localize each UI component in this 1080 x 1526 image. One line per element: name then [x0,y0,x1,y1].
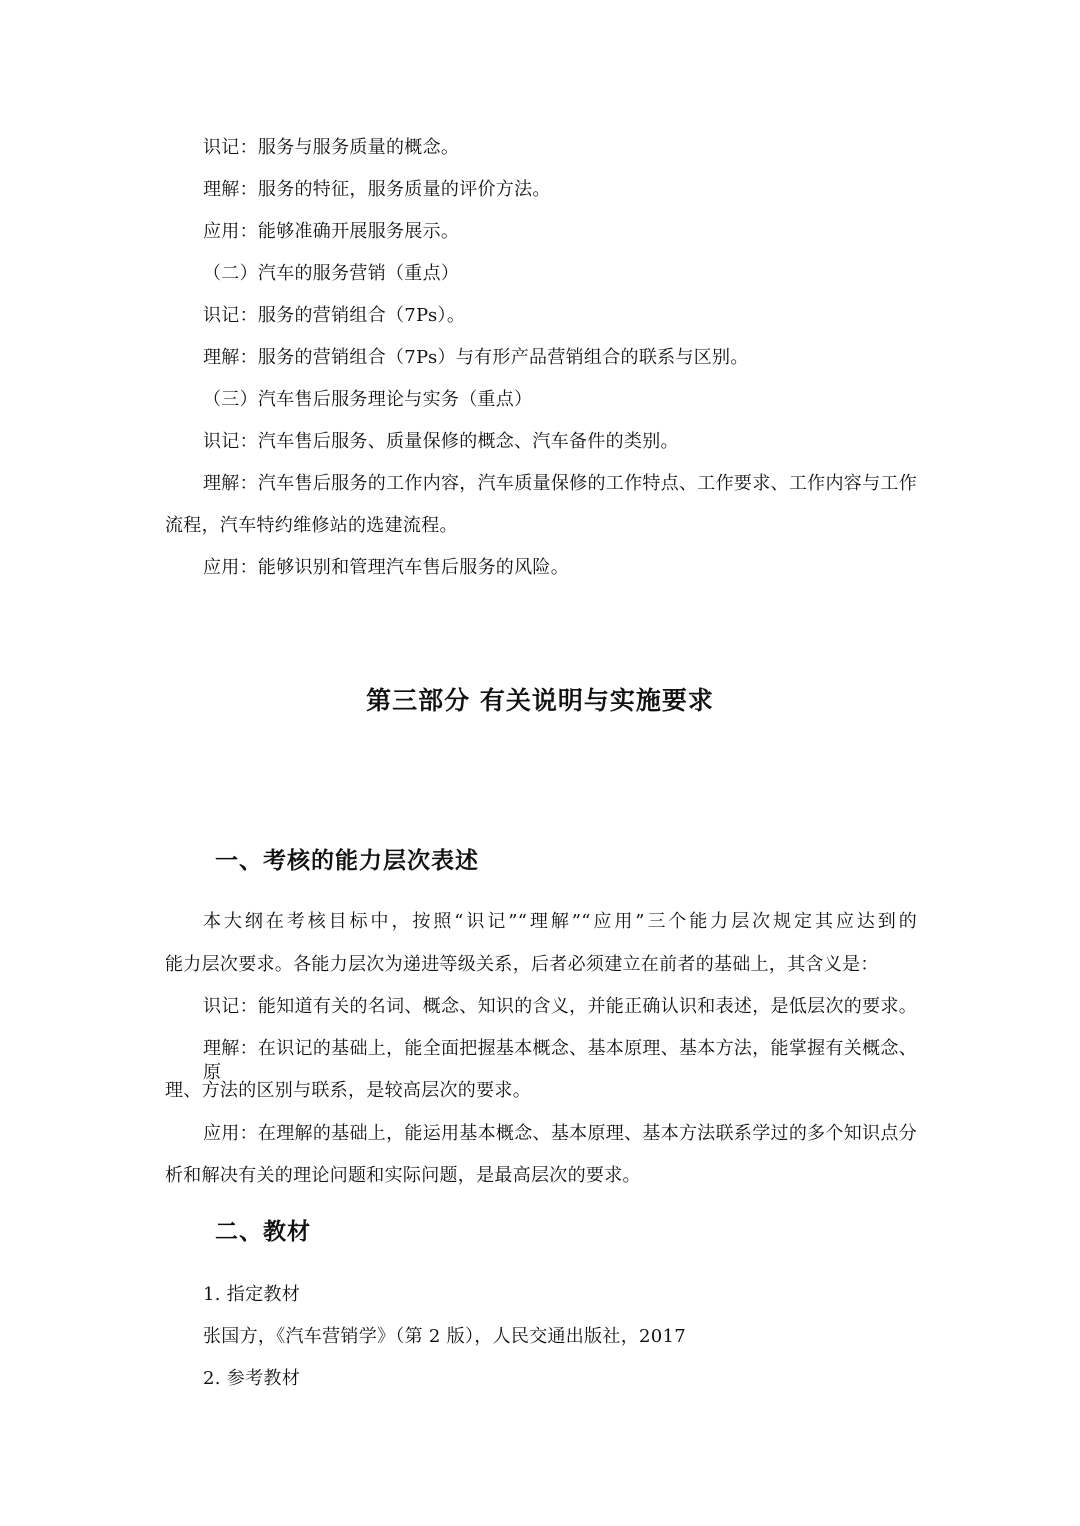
subheading-after-sales: （三）汽车售后服务理论与实务（重点） [203,389,533,410]
part-title: 第三部分 有关说明与实施要求 [366,686,714,715]
paragraph-line: 本大纲在考核目标中，按照“识记”“理解”“应用”三个能力层次规定其应达到的 [203,911,917,932]
text-line-memorize-7ps: 识记：服务的营销组合（7Ps）。 [203,305,466,326]
subheading-service-marketing: （二）汽车的服务营销（重点） [203,263,460,284]
paragraph-line-understand: 理解：在识记的基础上，能全面把握基本概念、基本原理、基本方法，能掌握有关概念、原 [203,1038,917,1083]
textbook-citation: 张国方，《汽车营销学》（第 2 版），人民交通出版社，2017 [203,1326,687,1347]
section-heading-textbooks: 二、教材 [215,1219,311,1245]
paragraph-line-understand-cont: 理、方法的区别与联系，是较高层次的要求。 [165,1080,531,1101]
paragraph-line-apply: 应用：在理解的基础上，能运用基本概念、基本原理、基本方法联系学过的多个知识点分 [203,1123,917,1144]
text-line-understand-after-sales-cont: 流程，汽车特约维修站的选建流程。 [165,515,458,536]
text-line-understand-7ps: 理解：服务的营销组合（7Ps）与有形产品营销组合的联系与区别。 [203,347,749,368]
list-item-designated-textbook: 1. 指定教材 [203,1284,300,1305]
text-line-memorize-after-sales: 识记：汽车售后服务、质量保修的概念、汽车备件的类别。 [203,431,679,452]
paragraph-line: 能力层次要求。各能力层次为递进等级关系，后者必须建立在前者的基础上，其含义是： [165,954,879,975]
paragraph-line-apply-cont: 析和解决有关的理论问题和实际问题，是最高层次的要求。 [165,1165,641,1186]
text-line-apply-after-sales: 应用：能够识别和管理汽车售后服务的风险。 [203,557,569,578]
text-line-memorize-service: 识记：服务与服务质量的概念。 [203,137,460,158]
list-item-reference-textbook: 2. 参考教材 [203,1368,300,1389]
section-heading-ability-levels: 一、考核的能力层次表述 [215,848,479,874]
text-line-understand-after-sales: 理解：汽车售后服务的工作内容，汽车质量保修的工作特点、工作要求、工作内容与工作 [203,473,917,494]
text-line-understand-service: 理解：服务的特征，服务质量的评价方法。 [203,179,551,200]
text-line-apply-service: 应用：能够准确开展服务展示。 [203,221,460,242]
paragraph-line-memorize: 识记：能知道有关的名词、概念、知识的含义，并能正确认识和表述，是低层次的要求。 [203,996,917,1017]
